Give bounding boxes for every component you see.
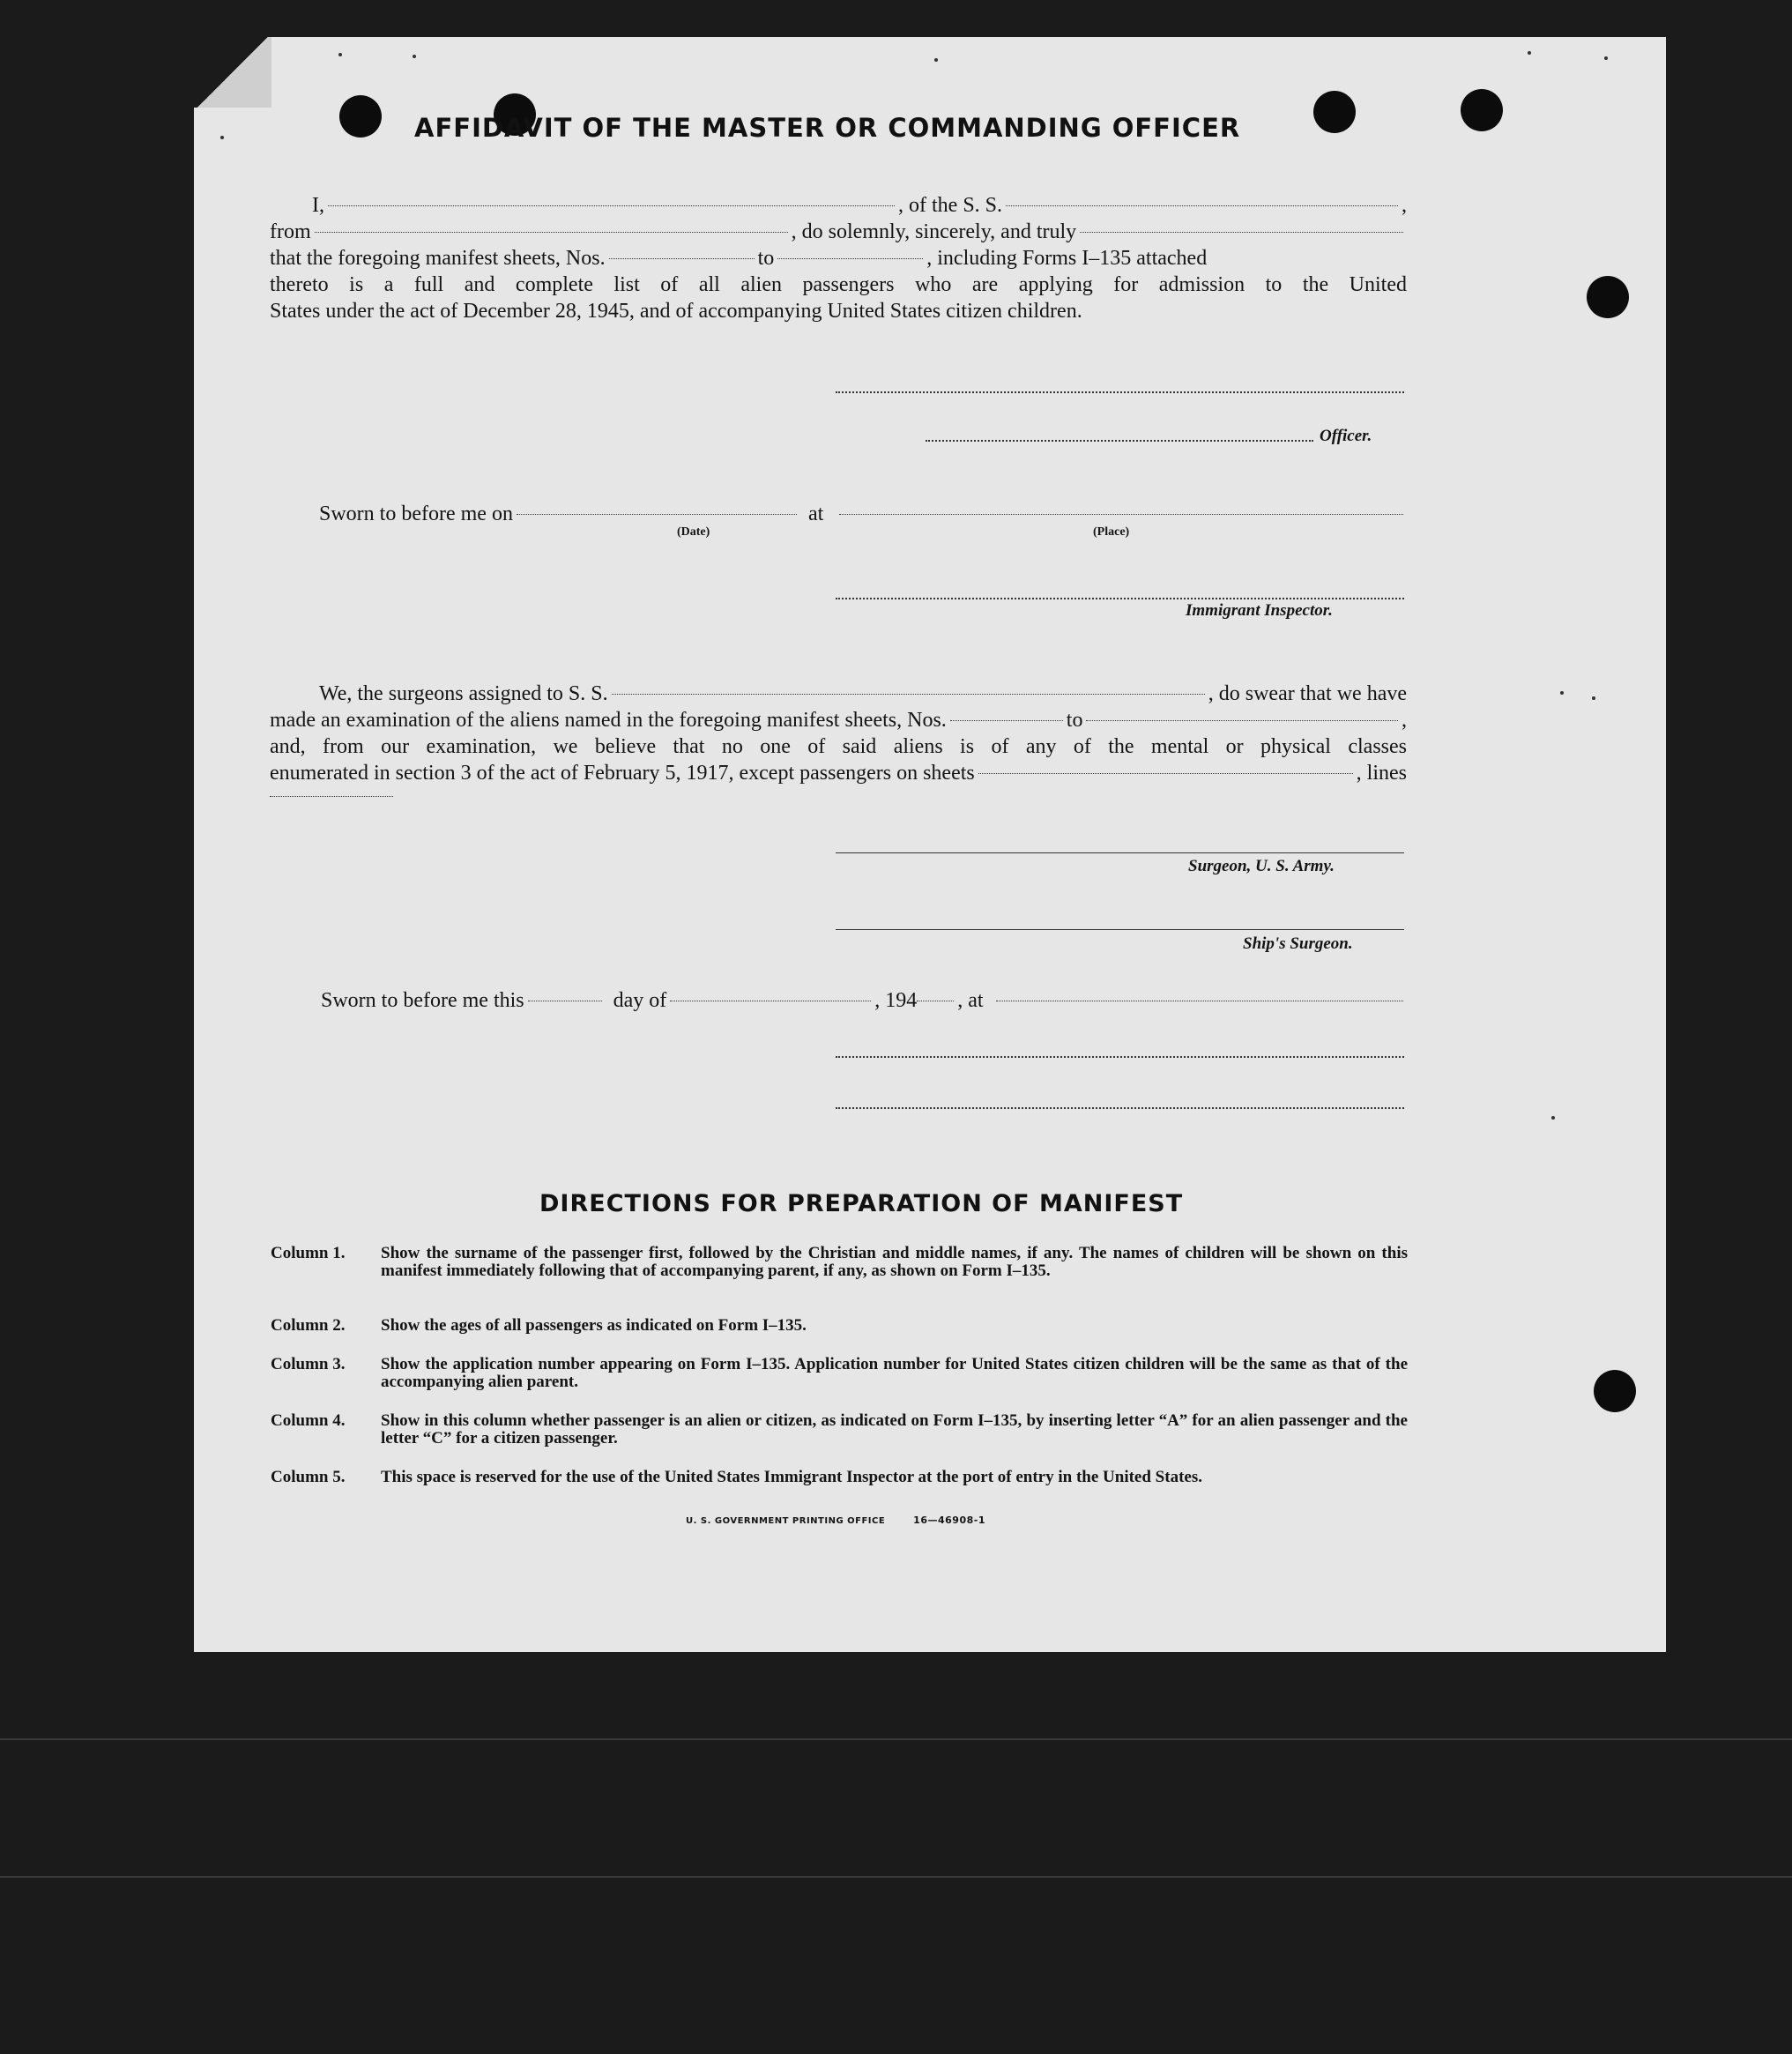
direction-text: Show the surname of the passenger first, followed by the Christian and middle names, if any. The names of children will be shown on this manifest immediately following that of accompanying parent, if any, as shown on Form I–135. xyxy=(381,1244,1408,1280)
scan-line-bottom xyxy=(0,1876,1792,1878)
scan-line-top xyxy=(0,1738,1792,1740)
direction-column-label: Column 5. xyxy=(271,1468,346,1486)
officer-title-signature-line[interactable] xyxy=(836,1107,1404,1109)
exception-sheets-field[interactable] xyxy=(978,772,1353,774)
affidavit-line-5: States under the act of December 28, 1945, and of accompanying United States citizen children. xyxy=(270,300,1082,323)
surgeons-line-3: and, from our examination, we believe that no one of said aliens is of any of the mental or physical classes xyxy=(270,735,1407,758)
sworn-text: day of xyxy=(613,989,667,1012)
affidavit-text: , xyxy=(1402,194,1407,217)
sworn-text: at xyxy=(807,502,824,525)
direction-item xyxy=(271,1356,1408,1391)
punch-hole xyxy=(339,95,382,138)
affidavit-text: from xyxy=(270,220,311,243)
sworn-text: Sworn to before me this xyxy=(321,989,524,1012)
direction-text: Show the application number appearing on Form I–135. Application number for United States citizen children will be the same as that of the accompanying alien parent. xyxy=(381,1355,1408,1391)
scan-speck xyxy=(220,136,224,139)
officer-signature-line[interactable] xyxy=(836,1056,1404,1058)
scan-speck xyxy=(1604,56,1608,60)
surgeons-text: , lines xyxy=(1356,762,1407,785)
master-signature-line[interactable] xyxy=(836,391,1404,393)
surgeons-text: , do swear that we have xyxy=(1208,682,1407,705)
folded-corner xyxy=(194,37,271,108)
scan-speck xyxy=(934,58,938,62)
sworn-month-field[interactable] xyxy=(670,1000,871,1001)
affidavit-text: , of the S. S. xyxy=(898,194,1003,217)
direction-text: This space is reserved for the use of the United States Immigrant Inspector at the port of entry in the United States. xyxy=(381,1468,1202,1486)
direction-item xyxy=(271,1469,1408,1486)
officer-title-line[interactable] xyxy=(926,440,1313,442)
direction-item xyxy=(271,1412,1408,1447)
sworn-year-field[interactable] xyxy=(917,1000,954,1001)
surgeons-line-2 xyxy=(270,707,1407,733)
direction-column-label: Column 3. xyxy=(271,1355,346,1373)
sworn-date-place-line xyxy=(319,501,1407,527)
army-surgeon-label: Surgeon, U. S. Army. xyxy=(1188,857,1335,875)
surgeons-paragraph xyxy=(270,681,1407,788)
army-surgeon-signature-line[interactable] xyxy=(836,852,1404,853)
sheet-from-field[interactable] xyxy=(609,257,755,259)
surgeons-text: made an examination of the aliens named in the foregoing manifest sheets, Nos. xyxy=(270,709,947,732)
affidavit-line-3 xyxy=(270,245,1407,272)
surgeons-sheet-from-field[interactable] xyxy=(950,719,1063,721)
sworn-day-line xyxy=(321,987,1407,1014)
scan-speck xyxy=(338,53,342,56)
direction-item xyxy=(271,1317,1408,1335)
sheet-to-field[interactable] xyxy=(777,257,923,259)
date-label: (Date) xyxy=(677,525,710,539)
scan-speck xyxy=(413,55,416,58)
affidavit-line-1 xyxy=(270,192,1407,219)
sworn-date-field[interactable] xyxy=(517,513,797,515)
affidavit-text: , do solemnly, sincerely, and truly xyxy=(791,220,1077,243)
scan-speck xyxy=(1592,696,1595,700)
affidavit-paragraph xyxy=(270,192,1407,324)
punch-hole xyxy=(1313,91,1356,133)
affidavit-line-4: thereto is a full and complete list of all alien passengers who are applying for admission to the United xyxy=(270,273,1407,296)
printing-office-imprint xyxy=(686,1514,985,1526)
direction-column-label: Column 4. xyxy=(271,1411,346,1430)
punch-hole xyxy=(1587,276,1629,318)
officer-label: Officer. xyxy=(1320,427,1372,445)
surgeons-line-1 xyxy=(270,681,1407,707)
surgeons-text: We, the surgeons assigned to S. S. xyxy=(319,682,608,705)
exception-lines-field[interactable] xyxy=(270,795,393,797)
surgeons-sheet-to-field[interactable] xyxy=(1086,719,1398,721)
directions-title: DIRECTIONS FOR PREPARATION OF MANIFEST xyxy=(539,1190,1184,1217)
scan-speck xyxy=(1560,691,1564,695)
sworn-text: Sworn to before me on xyxy=(319,502,513,525)
ship-name-field[interactable] xyxy=(1006,205,1398,206)
affidavit-title: AFFIDAVIT OF THE MASTER OR COMMANDING OFFICER xyxy=(414,113,1241,143)
affidavit-text: I, xyxy=(312,194,324,217)
affidavit-line-2 xyxy=(270,219,1407,245)
punch-hole xyxy=(1461,89,1503,131)
punch-hole xyxy=(1594,1370,1636,1412)
direction-text: Show the ages of all passengers as indicated on Form I–135. xyxy=(381,1316,807,1335)
direction-item xyxy=(271,1245,1408,1280)
sworn-place-field[interactable] xyxy=(839,513,1403,515)
direction-column-label: Column 2. xyxy=(271,1316,346,1335)
surgeons-text: , xyxy=(1402,709,1407,732)
master-name-field[interactable] xyxy=(328,205,895,206)
ship-surgeon-label: Ship's Surgeon. xyxy=(1243,934,1353,953)
place-label: (Place) xyxy=(1093,525,1130,539)
scan-speck xyxy=(1551,1116,1555,1120)
form-code: 16—46908-1 xyxy=(913,1514,985,1526)
affidavit-blank-field[interactable] xyxy=(1080,231,1403,233)
affidavit-text: that the foregoing manifest sheets, Nos. xyxy=(270,247,606,270)
sworn-text: , 194 xyxy=(874,989,918,1012)
direction-column-label: Column 1. xyxy=(271,1244,346,1262)
ship-surgeon-signature-line[interactable] xyxy=(836,929,1404,930)
direction-text: Show in this column whether passenger is an alien or citizen, as indicated on Form I–135, by inserting letter “A” for an alien passenger and the letter “C” for a citizen passenger. xyxy=(381,1411,1408,1447)
sworn-location-field[interactable] xyxy=(996,1000,1403,1001)
inspector-signature-line[interactable] xyxy=(836,598,1404,599)
affidavit-text: , including Forms I–135 attached xyxy=(926,247,1208,270)
surgeons-text: enumerated in section 3 of the act of February 5, 1917, except passengers on sheets xyxy=(270,762,975,785)
surgeons-text: to xyxy=(1066,709,1083,732)
affidavit-text: to xyxy=(757,247,775,270)
sworn-day-field[interactable] xyxy=(528,1000,602,1001)
inspector-label: Immigrant Inspector. xyxy=(1186,601,1333,620)
surgeons-line-4 xyxy=(270,760,1407,786)
printer-office: U. S. GOVERNMENT PRINTING OFFICE xyxy=(686,1516,886,1526)
surgeons-ship-field[interactable] xyxy=(612,693,1205,695)
sworn-text: , at xyxy=(957,989,984,1012)
scan-speck xyxy=(1528,51,1531,55)
departure-port-field[interactable] xyxy=(315,231,788,233)
